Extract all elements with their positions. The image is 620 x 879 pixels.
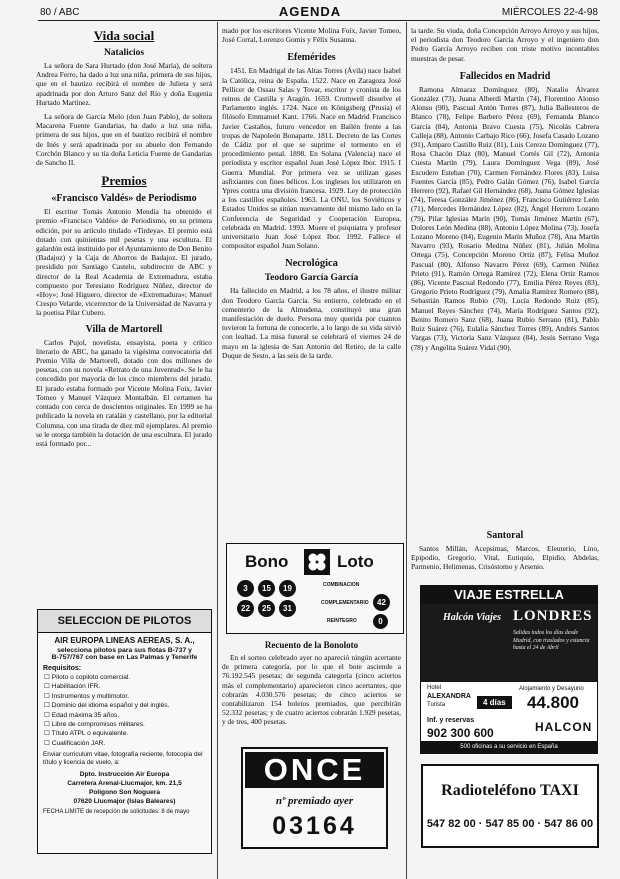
complementario-number: 42 bbox=[373, 594, 390, 611]
trip-days: 4 días bbox=[477, 696, 512, 709]
hotel-category: Turista bbox=[427, 702, 446, 708]
pilot-requirement: ☐ Dominio del idioma español y del inglés. bbox=[44, 702, 170, 710]
viaje-ad-description: Salidas todos los días desde Madrid, con traslados y estancia hasta el 24 de Abril bbox=[513, 630, 590, 652]
header-rule bbox=[38, 20, 600, 21]
pilot-ad-deadline: FECHA LIMITE de recepción de solicitudes: 8 de mayo bbox=[43, 809, 190, 816]
efemerides-heading: Efemérides bbox=[287, 52, 336, 64]
pilot-requirement: ☐ Habilitación IFR. bbox=[44, 683, 101, 691]
taxi-ad-title: Radioteléfono TAXI bbox=[441, 782, 579, 799]
hotel-label: Hotel bbox=[427, 685, 442, 691]
bono-logo-text: Bono bbox=[245, 552, 289, 571]
once-label: nº premiado ayer bbox=[275, 795, 354, 807]
loto-logo-text: Loto bbox=[337, 552, 374, 571]
villa-martorell-paragraph: Carlos Pujol, novelista, ensayista, poeta y crítico literario de ABC, ha ganado la vigésima convocatoria del Premio Villa de Martorell, dotado con dos millones de pesetas, con su novela «Retrato de una Juventud». Se le ha concedido por mayoría de los cinco miembros del jurado. El jurado estaba formado por Vicente Molina Foix, Javier Tomeo y Manuel Vázquez Montalbán. El certamen ha contado con cerca de doscientos originales. En 1999 se ha publicado la novela en catalán y castellano, por la editorial Columna, con una tirada de diez mil ejemplares. Al premio se le otorga también la dotación de una escultura. El jurado está formado por... bbox=[36, 337, 212, 448]
pilot-ad-line-1: selecciona pilotos para sus flotas B-737 y bbox=[57, 647, 192, 654]
taxi-ad bbox=[421, 764, 599, 848]
info-label: Inf. y reservas bbox=[427, 717, 475, 724]
santoral-heading: Santoral bbox=[486, 530, 524, 541]
pilot-ad-line-2: B-757/767 con base en Las Palmas y Tenerife bbox=[51, 654, 198, 661]
halcon-logo: Halcón Viajes bbox=[443, 612, 502, 623]
section-title: AGENDA bbox=[278, 4, 342, 19]
issue-date: MIÉRCOLES 22-4-98 bbox=[501, 7, 598, 18]
bonoloto-box bbox=[226, 543, 404, 634]
viaje-ad-title: VIAJE ESTRELLA bbox=[421, 586, 597, 604]
fallecidos-list: Ramona Almaraz Domínguez (80), Natalio Álvarez González (73), Juana Alberdi Martín (74), Florentino Alonso Alonso (90), Pascual Antón Torres (87), Julia Ballesteros de Blanco (78), Felipe Barbero Pérez (69), Fernanda Blanco García (84), Antonia Bravo Cuesta (75), Nicolás Cabrera Calleja (88), Antonio Carbajo Rico (66), Josefa Casado Lozano (91), Amparo Castillo Ruiz (81), Luis Cerezo Domínguez (77), Rosa Chacón Díaz (80), Manuel Cortés Gil (72), Antonia Cuesta Martín (79), Laura Domínguez Vega (89), José Escudero Esteban (70), Carmen Fernández Flores (83), Luisa Fuentes García (85), Pedro Galán Gómez (76), Isabel García Herrero (92), Rafael Gil Hernández (68), Juana Gómez Iglesias (74), Teresa González Jiménez (86), Francisco Gutiérrez León (71), Mercedes Hernández López (82), Ángel Herrero Lozano (79), Pilar Iglesias Marín (90), Tomás Jiménez Martín (67), Dolores León Medina (88), Antonio López Molina (73), Josefa Lozano Moreno (84), Eugenio Marín Muñoz (78), Ana Martín Navarro (93), Rosario Medina Núñez (81), Julián Molina Ortega (75), Concepción Moreno Ortiz (87), Felisa Muñoz Pascual (80), Alfonso Navarro Pérez (69), Carmen Núñez Prieto (91), Ramón Ortega Ramírez (72), Elena Ortiz Ramos (86), Vicente Pascual Redondo (77), Emilia Pérez Reyes (83), Gregorio Prieto Rodríguez (79), Amalia Ramírez Romero (88), Sebastián Ramos Rubio (70), Lucía Redondo Ruiz (85), Manuel Reyes Sánchez (74), María Rodríguez Santos (92), Benito Romero Sanz (68), Juana Rubio Serrano (81), Pablo Ruiz Suárez (76), Eulalia Sánchez Torres (89), Andrés Santos Vargas (73), Victoria Sanz Vázquez (84), Jesús Serrano Vega (78) y Angelita Suárez Vidal (90). bbox=[411, 84, 599, 352]
lottery-ball: 19 bbox=[279, 580, 296, 597]
natalicio-paragraph-1: La señora de Sara Hurtado (don José María), de soltera Andrea Ferro, ha dado a luz una niña, primera de sus hijos, que en el bautizo recibirá el nombre de Julieta y será apadrinada por don Arturo Sanz del Río y doña Eugenia Hurtado Martínez. bbox=[36, 61, 212, 107]
pilot-ad-addr-2: Polígono Son Noguera bbox=[88, 789, 161, 797]
halcon-brand-mark: HALCON bbox=[535, 720, 593, 734]
column-2 bbox=[222, 26, 401, 536]
recuento-paragraph: En el sorteo celebrado ayer no apareció ningún acertante de primera categoría, por lo que el bote asciende a 76.192.545 pesetas; de segunda categoría (cinco aciertos más el complementario) aparecieron cinco acertantes, que cobrarán 4.030.576 pesetas; de cinco aciertos se contabilizaron 154 boletos premiados, que percibirán 52.332 pesetas; y de cuatro aciertos cobrarán 1.929 pesetas, y de tres, 400 pesetas. bbox=[222, 653, 401, 727]
column-divider-2 bbox=[406, 22, 407, 879]
lottery-ball: 3 bbox=[237, 580, 254, 597]
hotel-name: ALEXANDRA bbox=[427, 693, 471, 700]
reintegro-number: 0 bbox=[373, 614, 388, 629]
fallecidos-heading: Fallecidos en Madrid bbox=[459, 70, 551, 82]
recuento-block bbox=[222, 640, 401, 736]
pilot-requirement: ☐ Título ATPL o equivalente. bbox=[44, 730, 129, 738]
pilot-ad-addr-1: Carretera Arenal-Llucmajor, km. 21,5 bbox=[67, 780, 182, 788]
continued-paragraph: mado por los escritores Vicente Molina Foix, Javier Tomeo, José Corral, Lorenzo Gomis y Félix Susanna. bbox=[222, 26, 401, 45]
premios-heading: Premios bbox=[101, 173, 147, 189]
obituary-paragraph: Ha fallecido en Madrid, a los 78 años, el ilustre militar don Teodoro García García. Su entierro, celebrado en el cementerio de la Almudena, constituyó una gran manifestación de duelo. Persona muy querida por cuantos tuvieron la fortuna de conocerle, a lo largo de su vida sirvió con lealtad. La misa funeral se celebrará el viernes 24 de mayo en la iglesia de San Antonio del Retiro, de la calle Duque de Sesto, a las seis de la tarde. bbox=[222, 286, 401, 360]
pilot-selection-ad bbox=[37, 609, 212, 854]
pilot-ad-title: SELECCION DE PILOTOS bbox=[38, 610, 211, 633]
page-header bbox=[0, 0, 620, 20]
complementario-label: COMPLEMENTARIO bbox=[321, 600, 369, 606]
clover-icon bbox=[304, 549, 330, 575]
pilot-ad-send: Enviar curriculum vitae, fotografía reciente, fotocopia del título y licencia de vuelo, a: bbox=[43, 751, 203, 767]
pilot-ad-requirements-title: Requisitos: bbox=[43, 665, 82, 672]
obituary-continued: la tarde. Su viuda, doña Concepción Arroyo Arroyo y sus hijos, el periodista don Teodoro García Arroyo y el ingeniero don Pedro García Arroyo reciben con triste motivo incontables muestras de pesar. bbox=[411, 26, 599, 63]
once-box bbox=[241, 747, 388, 849]
efemerides-paragraph: 1451. En Madrigal de las Altas Torres (Ávila) nace Isabel la Católica, reina de España. 1522. Nace en Zaragoza José Pellicer de Ossau Salas y Tovar, escritor y cronista de los reinos de Castilla y Aragón. 1659. Cromwell disuelve el Parlamento inglés. 1724. Nace en Königsberg (Prusia) el filósofo Emmanuel Kant. 1766. Nace en Madrid Francisco Javier Castaños, futuro vencedor en Bailén frente a las tropas de Napoleón Bonaparte. 1811. Decreto de las Cortes de Cádiz por el que se suprime el tormento en el procedimiento penal. 1898. En Solana (Valencia) nace el periodista y escritor español Juan José López Ibor. 1915. I Guerra Mundial. Por primera vez se utilizan gases asfixiantes con fines bélicos. Los ingleses los utilizaron en Ypres contra una división francesa. 1929. Ley de protección a los castillos españoles. 1963. La ONU, los Soviéticos y Estados Unidos se sitúan nuevamente del mismo lado en la Conferencia de Seguridad y Cooperación Europea, celebrada en Madrid. 1993. Muere el psiquiatra y profesor universitario Juan José López Ibor. 1992. Fallece el compositor español Juan Solano. bbox=[222, 66, 401, 251]
viaje-ad-footer: 500 oficinas a su servicio en España bbox=[421, 741, 597, 753]
pilot-requirement: ☐ Instrumentos y multimotor. bbox=[44, 692, 130, 700]
pilot-ad-requirements bbox=[44, 673, 211, 748]
lottery-ball: 25 bbox=[258, 600, 275, 617]
obituary-title: Teodoro García García bbox=[264, 273, 359, 284]
lottery-ball: 31 bbox=[279, 600, 296, 617]
pilot-requirement: ☐ Libre de compromisos militares. bbox=[44, 721, 145, 729]
viaje-estrella-ad bbox=[420, 585, 598, 754]
once-logo: ONCE bbox=[245, 752, 384, 788]
villa-martorell-title: Villa de Martorell bbox=[85, 323, 163, 335]
natalicio-paragraph-2: La señora de García Melo (don Juan Pablo), de soltera Macarena Fuente Gandarias, ha dado a luz una niña, primera de sus hijos, que en el bautizo recibirá el nombre de Inés y será apadrinada por su abuelo don Fernando Corchón Blanco y su tía doña Leticia Fuente de Gandarias de Sancho II. bbox=[36, 112, 212, 168]
lottery-ball: 22 bbox=[237, 600, 254, 617]
recuento-title: Recuento de la Bonoloto bbox=[264, 640, 359, 650]
vida-social-heading: Vida social bbox=[93, 28, 155, 43]
column-3 bbox=[411, 26, 599, 526]
pilot-ad-dept: Dpto. Instrucción Air Europa bbox=[79, 771, 170, 779]
reintegro-label: REINTEGRO bbox=[327, 618, 357, 624]
column-1 bbox=[36, 26, 212, 602]
necrologica-heading: Necrológica bbox=[285, 258, 338, 270]
taxi-phones: 547 82 00 · 547 85 00 · 547 86 00 bbox=[426, 818, 594, 830]
column-divider-1 bbox=[217, 22, 218, 879]
pilot-requirement: ☐ Edad máxima 35 años. bbox=[44, 711, 120, 719]
pilot-ad-address bbox=[38, 770, 211, 806]
natalicios-heading: Natalicios bbox=[103, 48, 145, 58]
premio-title: «Francisco Valdés» de Periodismo bbox=[51, 193, 197, 205]
once-winning-number: 03164 bbox=[272, 812, 357, 840]
santoral-block bbox=[411, 530, 599, 580]
premio-paragraph: El escritor Tomás Antonio Mendía ha obtenido el premio «Francisco Valdés» de Periodismo, en su primera edición, por su artículo titulado «Tirdeya». El premio está dotado con quinientas mil pesetas y una escultura. El galardón está instituido por el Ayuntamiento de Don Benito (Badajoz) y la Caja de Ahorros de Badajoz. El jurado, presidido por Santiago Castelo, subdirector de ABC y director de la Real Academia de Extremadura, estaba compuesto por Teresiano Rodríguez Núñez, director de «Hoy»; José Higuero, director de «Extremadura»; Manuel Crespo Velarde, vicerrector de la Universidad de Navarra y la poetisa Pilar Cubero. bbox=[36, 207, 212, 318]
pilot-ad-addr-3: 07620 Llucmajor (Islas Baleares) bbox=[73, 798, 176, 806]
combinacion-label: COMBINACION bbox=[323, 582, 360, 588]
page-number: 80 / ABC bbox=[40, 7, 80, 18]
pilot-ad-company: AIR EUROPA LINEAS AEREAS, S. A., bbox=[54, 636, 195, 645]
price-label: Alojamiento y Desayuno bbox=[519, 686, 584, 692]
pilot-requirement: ☐ Cualificación JAR. bbox=[44, 739, 106, 747]
viaje-ad-destination: LONDRES bbox=[513, 608, 593, 624]
lottery-ball: 15 bbox=[258, 580, 275, 597]
pilot-requirement: ☐ Piloto o copiloto comercial. bbox=[44, 674, 131, 681]
trip-price: 44.800 bbox=[527, 693, 579, 712]
reservation-phone: 902 300 600 bbox=[427, 726, 494, 740]
santoral-paragraph: Santos Millán, Acepsimas, Marcos, Eleuterio, Lino, Epipodio, Gregorio, Vital, Eutiquio, Elpidio, Abdelas, Parmenio, Helimenas, Crisóstomo y Arsenio. bbox=[411, 544, 599, 572]
